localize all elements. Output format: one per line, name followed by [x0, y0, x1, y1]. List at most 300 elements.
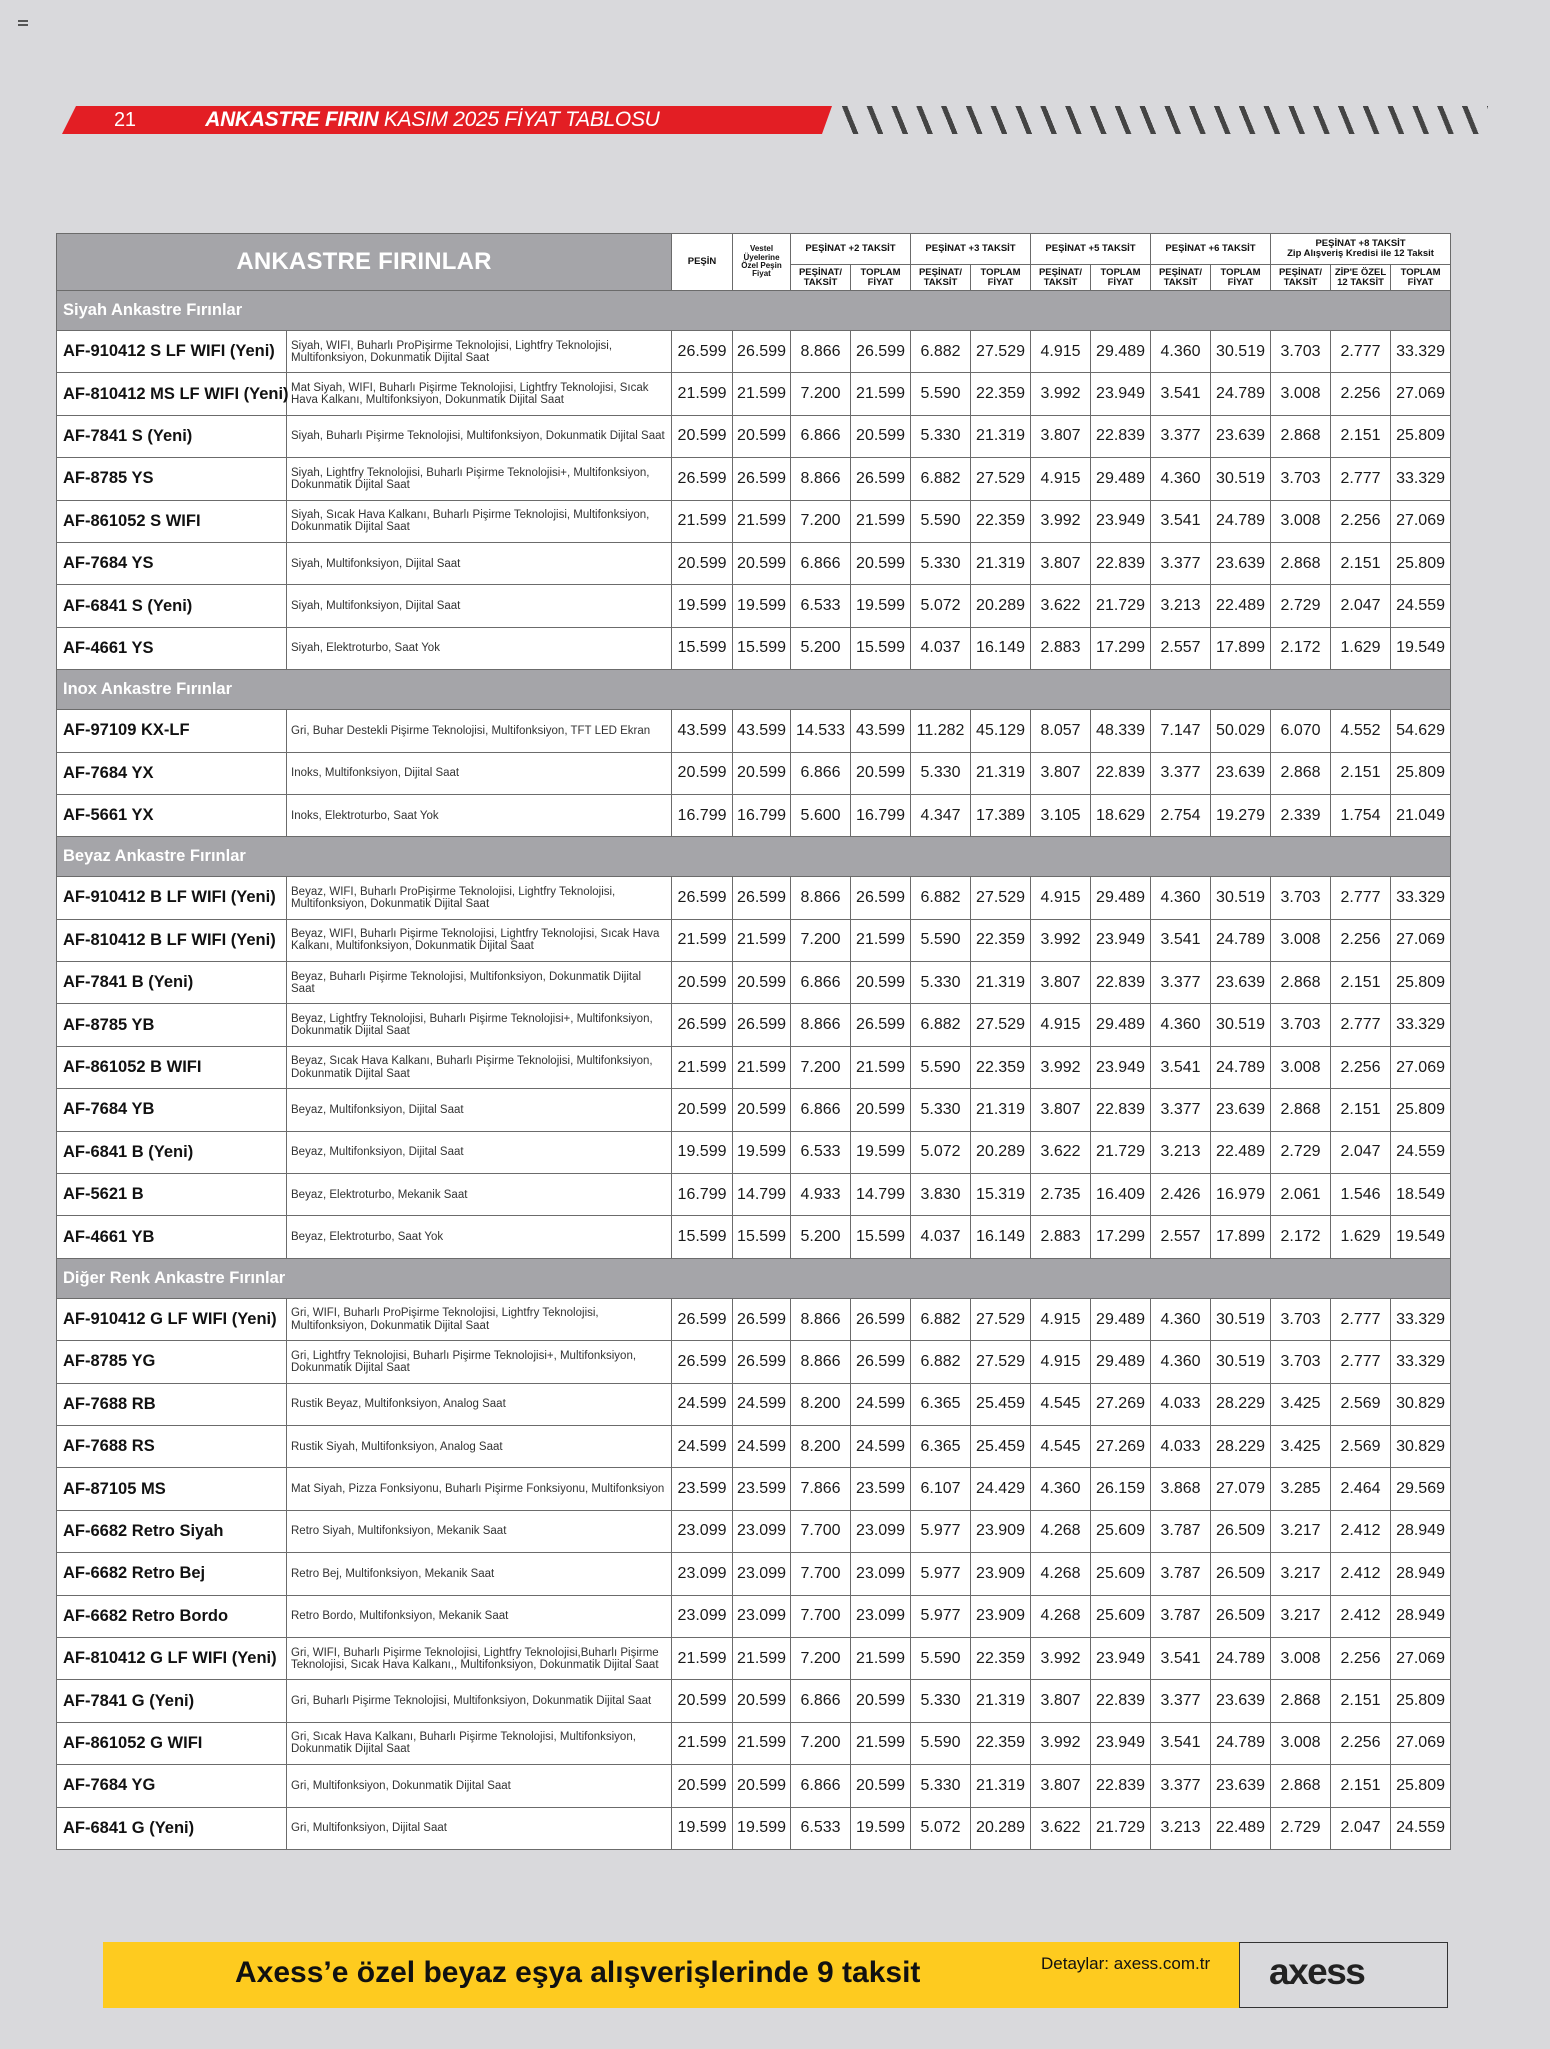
price-cell: 21.319 [971, 542, 1031, 584]
price-cell: 3.541 [1151, 373, 1211, 415]
table-row [57, 1131, 1451, 1173]
price-cell: 6.882 [911, 1004, 971, 1046]
price-cell: 23.599 [733, 1468, 791, 1510]
model-cell: AF-87105 MS [57, 1468, 287, 1510]
price-cell: 27.269 [1091, 1425, 1151, 1467]
price-cell: 2.256 [1331, 1046, 1391, 1088]
price-cell: 28.949 [1391, 1510, 1451, 1552]
sub-toplam-fiyat: TOPLAM FİYAT [1211, 265, 1271, 291]
description-cell: Gri, WIFI, Buharlı Pişirme Teknolojisi, Lightfry Teknolojisi,Buharlı Pişirme Teknolojisi, Sıcak Hava Kalkanı,, Multifonksiyon, Dokunmatik Dijital Saat [287, 1637, 672, 1679]
model-cell: AF-910412 S LF WIFI (Yeni) [57, 331, 287, 373]
price-cell: 4.552 [1331, 710, 1391, 752]
price-cell: 4.037 [911, 627, 971, 669]
price-cell: 22.489 [1211, 585, 1271, 627]
price-cell: 27.069 [1391, 500, 1451, 542]
price-cell: 3.807 [1031, 542, 1091, 584]
table-row [57, 962, 1451, 1004]
price-cell: 4.545 [1031, 1383, 1091, 1425]
price-cell: 21.599 [672, 1046, 733, 1088]
price-cell: 26.599 [672, 331, 733, 373]
price-cell: 25.809 [1391, 962, 1451, 1004]
price-cell: 23.099 [672, 1510, 733, 1552]
model-cell: AF-6682 Retro Bej [57, 1553, 287, 1595]
price-cell: 24.429 [971, 1468, 1031, 1510]
price-cell: 2.729 [1271, 1131, 1331, 1173]
price-cell: 27.529 [971, 1298, 1031, 1340]
description-cell: Beyaz, Multifonksiyon, Dijital Saat [287, 1131, 672, 1173]
section-title: Siyah Ankastre Fırınlar [57, 291, 1451, 331]
price-cell: 23.909 [971, 1510, 1031, 1552]
price-cell: 7.866 [791, 1468, 851, 1510]
model-cell: AF-5621 B [57, 1174, 287, 1216]
price-cell: 25.809 [1391, 415, 1451, 457]
price-cell: 30.519 [1211, 1298, 1271, 1340]
price-cell: 5.072 [911, 1807, 971, 1849]
price-cell: 16.149 [971, 627, 1031, 669]
price-cell: 23.099 [851, 1510, 911, 1552]
price-cell: 22.489 [1211, 1131, 1271, 1173]
price-cell: 3.217 [1271, 1510, 1331, 1552]
price-cell: 2.412 [1331, 1510, 1391, 1552]
sub-toplam-fiyat: TOPLAM FİYAT [1391, 265, 1451, 291]
price-cell: 20.599 [851, 415, 911, 457]
model-cell: AF-6841 G (Yeni) [57, 1807, 287, 1849]
price-cell: 20.599 [672, 1089, 733, 1131]
price-cell: 2.868 [1271, 1089, 1331, 1131]
col-pesin: PEŞİN [672, 234, 733, 291]
footer-banner [103, 1942, 1448, 2008]
price-cell: 15.599 [672, 1216, 733, 1258]
description-cell: Beyaz, Elektroturbo, Saat Yok [287, 1216, 672, 1258]
table-row [57, 1341, 1451, 1383]
price-cell: 18.549 [1391, 1174, 1451, 1216]
price-cell: 4.268 [1031, 1553, 1091, 1595]
price-cell: 8.057 [1031, 710, 1091, 752]
price-cell: 11.282 [911, 710, 971, 752]
price-cell: 23.949 [1091, 500, 1151, 542]
description-cell: Retro Bordo, Multifonksiyon, Mekanik Saat [287, 1595, 672, 1637]
model-cell: AF-7684 YX [57, 752, 287, 794]
price-cell: 22.839 [1091, 415, 1151, 457]
price-cell: 15.319 [971, 1174, 1031, 1216]
description-cell: Inoks, Elektroturbo, Saat Yok [287, 794, 672, 836]
table-row [57, 542, 1451, 584]
price-cell: 20.289 [971, 1131, 1031, 1173]
price-cell: 3.787 [1151, 1510, 1211, 1552]
price-cell: 18.629 [1091, 794, 1151, 836]
price-cell: 2.729 [1271, 585, 1331, 627]
section-header-row [57, 1258, 1451, 1298]
description-cell: Mat Siyah, Pizza Fonksiyonu, Buharlı Pişirme Fonksiyonu, Multifonksiyon [287, 1468, 672, 1510]
price-cell: 22.839 [1091, 1089, 1151, 1131]
price-cell: 21.599 [851, 1637, 911, 1679]
sub-toplam-fiyat: TOPLAM FİYAT [1091, 265, 1151, 291]
price-cell: 22.489 [1211, 1807, 1271, 1849]
price-cell: 27.069 [1391, 373, 1451, 415]
price-cell: 6.866 [791, 752, 851, 794]
price-cell: 25.459 [971, 1425, 1031, 1467]
price-cell: 7.200 [791, 1722, 851, 1764]
price-cell: 21.599 [672, 1637, 733, 1679]
model-cell: AF-6841 S (Yeni) [57, 585, 287, 627]
model-cell: AF-910412 G LF WIFI (Yeni) [57, 1298, 287, 1340]
price-cell: 2.557 [1151, 1216, 1211, 1258]
model-cell: AF-810412 G LF WIFI (Yeni) [57, 1637, 287, 1679]
sub-pesinat-taksit: PEŞİNAT/ TAKSİT [791, 265, 851, 291]
table-row [57, 1174, 1451, 1216]
price-cell: 2.868 [1271, 415, 1331, 457]
description-cell: Gri, Buharlı Pişirme Teknolojisi, Multifonksiyon, Dokunmatik Dijital Saat [287, 1680, 672, 1722]
model-cell: AF-97109 KX-LF [57, 710, 287, 752]
price-cell: 4.037 [911, 1216, 971, 1258]
price-cell: 20.599 [672, 1680, 733, 1722]
price-cell: 29.489 [1091, 877, 1151, 919]
table-row [57, 1722, 1451, 1764]
price-cell: 3.377 [1151, 962, 1211, 1004]
price-cell: 3.008 [1271, 919, 1331, 961]
price-cell: 26.599 [672, 1298, 733, 1340]
price-cell: 3.425 [1271, 1383, 1331, 1425]
model-cell: AF-810412 MS LF WIFI (Yeni) [57, 373, 287, 415]
price-cell: 20.599 [672, 962, 733, 1004]
price-cell: 3.541 [1151, 1046, 1211, 1088]
price-cell: 2.151 [1331, 1089, 1391, 1131]
group-8-line1: PEŞİNAT +8 TAKSİT [1315, 238, 1406, 250]
price-cell: 7.700 [791, 1510, 851, 1552]
price-cell: 1.629 [1331, 1216, 1391, 1258]
price-cell: 26.159 [1091, 1468, 1151, 1510]
price-cell: 7.700 [791, 1595, 851, 1637]
price-cell: 2.047 [1331, 585, 1391, 627]
description-cell: Rustik Siyah, Multifonksiyon, Analog Saat [287, 1425, 672, 1467]
price-cell: 7.200 [791, 500, 851, 542]
price-cell: 26.599 [851, 1341, 911, 1383]
price-cell: 6.866 [791, 1765, 851, 1807]
price-cell: 30.519 [1211, 1004, 1271, 1046]
price-cell: 3.541 [1151, 500, 1211, 542]
sub-toplam-fiyat: TOPLAM FİYAT [851, 265, 911, 291]
price-cell: 20.599 [733, 752, 791, 794]
price-cell: 26.599 [733, 1298, 791, 1340]
price-cell: 25.609 [1091, 1510, 1151, 1552]
price-cell: 2.256 [1331, 1637, 1391, 1679]
price-cell: 2.883 [1031, 1216, 1091, 1258]
price-cell: 21.599 [672, 919, 733, 961]
price-cell: 8.866 [791, 1004, 851, 1046]
price-cell: 4.915 [1031, 1341, 1091, 1383]
price-cell: 19.549 [1391, 1216, 1451, 1258]
price-cell: 8.866 [791, 1341, 851, 1383]
price-cell: 6.882 [911, 331, 971, 373]
price-cell: 3.377 [1151, 752, 1211, 794]
price-cell: 2.569 [1331, 1383, 1391, 1425]
price-cell: 5.977 [911, 1595, 971, 1637]
price-cell: 6.882 [911, 1341, 971, 1383]
price-cell: 3.622 [1031, 1807, 1091, 1849]
model-cell: AF-8785 YS [57, 458, 287, 500]
model-cell: AF-7841 B (Yeni) [57, 962, 287, 1004]
price-cell: 20.289 [971, 1807, 1031, 1849]
price-cell: 6.070 [1271, 710, 1331, 752]
price-cell: 5.977 [911, 1553, 971, 1595]
table-row [57, 1468, 1451, 1510]
price-cell: 23.599 [851, 1468, 911, 1510]
price-cell: 2.151 [1331, 1765, 1391, 1807]
price-cell: 5.330 [911, 1765, 971, 1807]
table-row [57, 919, 1451, 961]
price-cell: 19.279 [1211, 794, 1271, 836]
price-cell: 29.489 [1091, 331, 1151, 373]
price-cell: 3.213 [1151, 585, 1211, 627]
group-8-line2: Zip Alışveriş Kredisi ile 12 Taksit [1287, 248, 1434, 259]
group-2-taksit: PEŞİNAT +2 TAKSİT [791, 234, 911, 265]
price-cell: 17.899 [1211, 627, 1271, 669]
price-cell: 5.590 [911, 373, 971, 415]
price-cell: 6.866 [791, 1089, 851, 1131]
price-cell: 24.789 [1211, 373, 1271, 415]
price-cell: 20.599 [733, 1089, 791, 1131]
price-cell: 24.599 [733, 1383, 791, 1425]
price-cell: 6.882 [911, 877, 971, 919]
price-cell: 2.151 [1331, 752, 1391, 794]
price-cell: 4.360 [1151, 331, 1211, 373]
price-cell: 21.599 [672, 500, 733, 542]
model-cell: AF-7684 YS [57, 542, 287, 584]
model-cell: AF-861052 S WIFI [57, 500, 287, 542]
table-row [57, 1004, 1451, 1046]
price-cell: 6.866 [791, 542, 851, 584]
price-cell: 19.599 [672, 585, 733, 627]
model-cell: AF-7688 RS [57, 1425, 287, 1467]
price-cell: 21.319 [971, 752, 1031, 794]
price-cell: 22.359 [971, 373, 1031, 415]
price-cell: 4.347 [911, 794, 971, 836]
price-cell: 22.359 [971, 1046, 1031, 1088]
price-cell: 23.909 [971, 1595, 1031, 1637]
price-cell: 15.599 [851, 1216, 911, 1258]
price-cell: 24.789 [1211, 919, 1271, 961]
price-cell: 27.529 [971, 1004, 1031, 1046]
price-cell: 8.200 [791, 1425, 851, 1467]
price-cell: 3.992 [1031, 500, 1091, 542]
price-cell: 19.599 [733, 1807, 791, 1849]
price-cell: 27.529 [971, 877, 1031, 919]
price-cell: 3.830 [911, 1174, 971, 1216]
price-cell: 15.599 [851, 627, 911, 669]
price-cell: 2.339 [1271, 794, 1331, 836]
price-cell: 4.545 [1031, 1425, 1091, 1467]
description-cell: Gri, Buhar Destekli Pişirme Teknolojisi, Multifonksiyon, TFT LED Ekran [287, 710, 672, 752]
price-cell: 8.866 [791, 1298, 851, 1340]
model-cell: AF-4661 YB [57, 1216, 287, 1258]
price-cell: 26.599 [672, 877, 733, 919]
price-cell: 33.329 [1391, 1298, 1451, 1340]
page-mark [18, 20, 28, 26]
price-cell: 2.172 [1271, 1216, 1331, 1258]
price-cell: 5.590 [911, 500, 971, 542]
price-cell: 25.809 [1391, 1680, 1451, 1722]
price-cell: 21.599 [851, 1722, 911, 1764]
price-cell: 5.330 [911, 542, 971, 584]
table-row [57, 710, 1451, 752]
table-row [57, 500, 1451, 542]
price-cell: 4.360 [1151, 1298, 1211, 1340]
description-cell: Inoks, Multifonksiyon, Dijital Saat [287, 752, 672, 794]
price-cell: 14.533 [791, 710, 851, 752]
price-cell: 30.829 [1391, 1383, 1451, 1425]
price-cell: 2.256 [1331, 1722, 1391, 1764]
price-cell: 21.599 [733, 500, 791, 542]
price-cell: 2.557 [1151, 627, 1211, 669]
price-cell: 2.777 [1331, 1298, 1391, 1340]
price-cell: 21.599 [733, 1722, 791, 1764]
price-cell: 21.599 [733, 919, 791, 961]
price-cell: 7.200 [791, 373, 851, 415]
price-cell: 21.599 [672, 1722, 733, 1764]
description-cell: Siyah, Multifonksiyon, Dijital Saat [287, 585, 672, 627]
price-cell: 3.992 [1031, 1637, 1091, 1679]
price-cell: 2.151 [1331, 1680, 1391, 1722]
price-cell: 24.789 [1211, 500, 1271, 542]
price-cell: 2.868 [1271, 1680, 1331, 1722]
price-cell: 33.329 [1391, 331, 1451, 373]
price-cell: 20.599 [733, 542, 791, 584]
table-row [57, 877, 1451, 919]
price-cell: 2.151 [1331, 415, 1391, 457]
price-cell: 17.299 [1091, 627, 1151, 669]
model-cell: AF-7841 G (Yeni) [57, 1680, 287, 1722]
price-cell: 6.866 [791, 415, 851, 457]
price-cell: 21.729 [1091, 1131, 1151, 1173]
description-cell: Siyah, Elektroturbo, Saat Yok [287, 627, 672, 669]
price-cell: 2.735 [1031, 1174, 1091, 1216]
header-title-rest: KASIM 2025 FİYAT TABLOSU [383, 108, 660, 131]
table-row [57, 1765, 1451, 1807]
price-cell: 6.882 [911, 458, 971, 500]
price-cell: 3.703 [1271, 1298, 1331, 1340]
price-cell: 4.915 [1031, 1298, 1091, 1340]
price-cell: 27.079 [1211, 1468, 1271, 1510]
price-cell: 6.866 [791, 962, 851, 1004]
price-cell: 43.599 [733, 710, 791, 752]
model-cell: AF-8785 YG [57, 1341, 287, 1383]
section-header-row [57, 670, 1451, 710]
price-cell: 26.599 [851, 1004, 911, 1046]
price-cell: 26.599 [733, 458, 791, 500]
description-cell: Gri, Lightfry Teknolojisi, Buharlı Pişirme Teknolojisi+, Multifonksiyon, Dokunmatik Dijital Saat [287, 1341, 672, 1383]
price-cell: 23.099 [733, 1595, 791, 1637]
price-cell: 23.639 [1211, 752, 1271, 794]
price-cell: 23.099 [733, 1553, 791, 1595]
price-cell: 3.213 [1151, 1131, 1211, 1173]
price-cell: 30.829 [1391, 1425, 1451, 1467]
price-cell: 8.866 [791, 331, 851, 373]
price-cell: 21.599 [851, 373, 911, 415]
price-cell: 2.151 [1331, 962, 1391, 1004]
price-cell: 4.360 [1151, 877, 1211, 919]
price-cell: 3.787 [1151, 1595, 1211, 1637]
price-cell: 3.622 [1031, 1131, 1091, 1173]
price-cell: 2.412 [1331, 1553, 1391, 1595]
price-cell: 22.359 [971, 500, 1031, 542]
price-cell: 25.609 [1091, 1553, 1151, 1595]
price-cell: 6.107 [911, 1468, 971, 1510]
footer-main-text: Axess’e özel beyaz eşya alışverişlerinde 9 taksit [235, 1956, 921, 1989]
price-cell: 19.599 [672, 1807, 733, 1849]
group-3-taksit: PEŞİNAT +3 TAKSİT [911, 234, 1031, 265]
price-cell: 2.777 [1331, 877, 1391, 919]
price-cell: 21.319 [971, 1089, 1031, 1131]
price-cell: 5.330 [911, 1089, 971, 1131]
price-cell: 3.377 [1151, 1765, 1211, 1807]
footer-detail-link[interactable]: Detaylar: axess.com.tr [1041, 1954, 1211, 1973]
table-row [57, 1553, 1451, 1595]
model-cell: AF-5661 YX [57, 794, 287, 836]
price-cell: 21.599 [851, 500, 911, 542]
price-table-container [56, 233, 1450, 1850]
price-cell: 29.569 [1391, 1468, 1451, 1510]
price-cell: 21.599 [733, 1637, 791, 1679]
price-cell: 23.949 [1091, 919, 1151, 961]
model-cell: AF-7688 RB [57, 1383, 287, 1425]
price-cell: 20.289 [971, 585, 1031, 627]
price-cell: 3.703 [1271, 458, 1331, 500]
group-6-taksit: PEŞİNAT +6 TAKSİT [1151, 234, 1271, 265]
price-cell: 3.787 [1151, 1553, 1211, 1595]
model-cell: AF-7684 YG [57, 1765, 287, 1807]
price-cell: 23.099 [851, 1595, 911, 1637]
table-row [57, 1510, 1451, 1552]
price-cell: 3.807 [1031, 415, 1091, 457]
price-cell: 3.868 [1151, 1468, 1211, 1510]
price-cell: 3.008 [1271, 1637, 1331, 1679]
price-cell: 19.599 [851, 1131, 911, 1173]
table-row [57, 1595, 1451, 1637]
price-cell: 3.541 [1151, 1722, 1211, 1764]
price-cell: 3.541 [1151, 919, 1211, 961]
price-cell: 21.319 [971, 962, 1031, 1004]
description-cell: Beyaz, WIFI, Buharlı Pişirme Teknolojisi, Lightfry Teknolojisi, Sıcak Hava Kalkanı, Multifonksiyon, Dokunmatik Dijital Saat [287, 919, 672, 961]
price-cell: 3.217 [1271, 1595, 1331, 1637]
price-cell: 4.915 [1031, 458, 1091, 500]
price-cell: 3.008 [1271, 1722, 1331, 1764]
table-row [57, 1680, 1451, 1722]
price-cell: 5.200 [791, 627, 851, 669]
description-cell: Siyah, Lightfry Teknolojisi, Buharlı Pişirme Teknolojisi+, Multifonksiyon, Dokunmatik Dijital Saat [287, 458, 672, 500]
price-cell: 24.789 [1211, 1722, 1271, 1764]
price-cell: 23.099 [851, 1553, 911, 1595]
header-banner [62, 106, 832, 134]
price-cell: 3.213 [1151, 1807, 1211, 1849]
description-cell: Retro Bej, Multifonksiyon, Mekanik Saat [287, 1553, 672, 1595]
price-cell: 21.729 [1091, 585, 1151, 627]
price-cell: 24.599 [672, 1425, 733, 1467]
price-cell: 43.599 [672, 710, 733, 752]
price-cell: 5.590 [911, 1722, 971, 1764]
table-row [57, 752, 1451, 794]
price-cell: 20.599 [733, 1765, 791, 1807]
price-cell: 26.599 [733, 1004, 791, 1046]
price-cell: 20.599 [672, 542, 733, 584]
table-row [57, 1089, 1451, 1131]
price-cell: 5.072 [911, 1131, 971, 1173]
price-cell: 3.217 [1271, 1553, 1331, 1595]
table-row [57, 1383, 1451, 1425]
price-cell: 29.489 [1091, 1004, 1151, 1046]
price-cell: 21.319 [971, 1765, 1031, 1807]
price-cell: 3.992 [1031, 1046, 1091, 1088]
price-cell: 16.979 [1211, 1174, 1271, 1216]
